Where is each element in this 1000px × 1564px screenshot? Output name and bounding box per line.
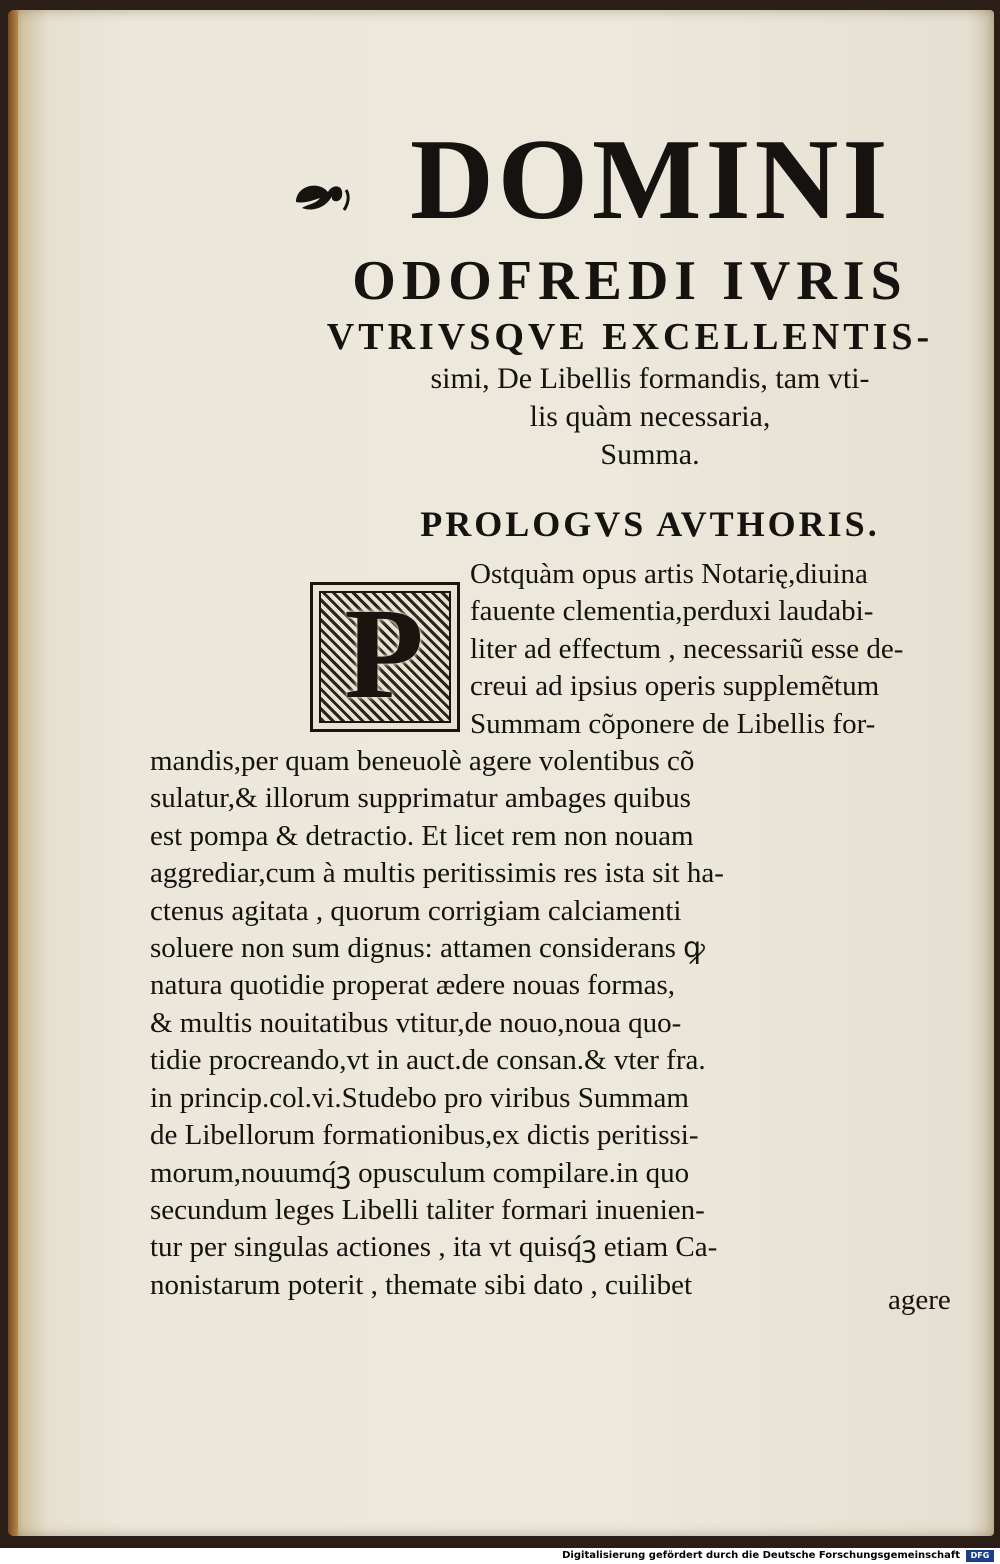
body-line: mandis,per quam beneuolè agere volentibus cõ	[150, 745, 695, 778]
body-line: aggrediar,cum à multis peritissimis res ista sit ha-	[150, 857, 724, 890]
footer-credit: Digitalisierung gefördert durch die Deutsche Forschungsgemeinschaft	[562, 1550, 960, 1561]
body-line: sulatur,& illorum supprimatur ambages quibus	[150, 782, 691, 815]
title-odofredi-iuris: ODOFREDI IVRIS	[352, 250, 908, 312]
body-line: tidie procreando,vt in auct.de consan.& vter fra.	[150, 1044, 706, 1077]
fleuron-ornament-icon	[292, 174, 352, 218]
body-line: Summam cõponere de Libellis for-	[470, 707, 876, 740]
body-line: & multis nouitatibus vtitur,de nouo,noua quo-	[150, 1006, 682, 1039]
body-line: soluere non sum dignus: attamen considerans ꝙ	[150, 932, 705, 965]
title-block	[260, 116, 980, 546]
body-line: secundum leges Libelli taliter formari inuenien-	[150, 1193, 705, 1226]
body-line: natura quotidie properat ædere nouas formas,	[150, 969, 676, 1002]
body-line: est pompa & detractio. Et licet rem non nouam	[150, 819, 694, 852]
catchword: agere	[888, 1284, 951, 1316]
title-first-line	[260, 116, 980, 244]
page-spine-edge	[8, 10, 18, 1536]
initial-letter: P	[344, 582, 424, 726]
subtitle-line-3: Summa.	[600, 438, 700, 471]
title-vtriusque-excellentis: VTRIVSQVE EXCELLENTIS-	[326, 316, 934, 358]
dfg-logo-icon: DFG	[966, 1550, 994, 1562]
body-line: Ostquàm opus artis Notarię,diuina	[470, 558, 868, 590]
decorated-initial	[310, 582, 460, 732]
body-line: ctenus agitata , quorum corrigiam calciamenti	[150, 894, 682, 927]
body-line: nonistarum poterit , themate sibi dato , cuilibet	[150, 1268, 693, 1301]
title-domini: DOMINI	[410, 116, 892, 244]
body-line: morum,nouumq́ꝫ opusculum compilare.in quo	[150, 1156, 690, 1189]
body-line: creui ad ipsius operis supplemẽtum	[470, 670, 880, 703]
body-line: tur per singulas actiones , ita vt quisq́ꝫ etiam Ca-	[150, 1231, 718, 1264]
body-line: liter ad effectum , necessariũ esse de-	[470, 632, 904, 665]
subtitle-line-1: simi, De Libellis formandis, tam vti-	[430, 362, 870, 395]
body-line: fauente clementia,perduxi laudabi-	[470, 595, 874, 628]
subtitle-line-2: lis quàm necessaria,	[529, 400, 771, 433]
body-line: in princip.col.vi.Studebo pro viribus Summam	[150, 1081, 689, 1114]
prologue-heading: PROLOGVS AVTHORIS.	[420, 504, 880, 544]
digitization-footer	[0, 1548, 1000, 1564]
prologue-body	[150, 556, 960, 1304]
body-line: de Libellorum formationibus,ex dictis peritissi-	[150, 1119, 699, 1152]
